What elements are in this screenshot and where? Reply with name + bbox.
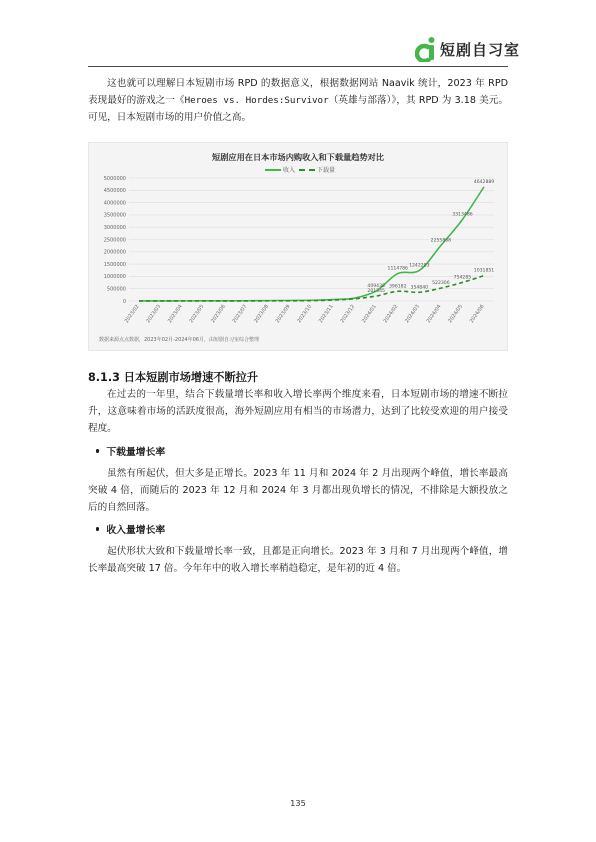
data-label-downloads: 354840 [410,285,429,291]
bullet-downloads [96,444,165,458]
brand-name: 短剧自习室 [440,40,521,59]
data-label-revenue: 1114786 [387,266,408,272]
chart-legend [89,165,507,174]
bullet-revenue-label: 收入量增长率 [106,525,166,536]
x-tick-label: 2023/08 [253,303,271,325]
y-tick-label: 500000 [106,286,126,293]
section-heading [88,369,258,385]
y-tick-label: 4000000 [103,200,126,207]
data-label-revenue: 2255868 [430,238,452,244]
bullet-revenue [96,522,165,536]
legend-swatch-downloads [299,169,315,171]
x-tick-label: 2024/02 [382,303,400,325]
y-tick-label: 0 [122,298,126,305]
intro-text-1: 这也就可以理解日本短剧市场 RPD 的数据意义，根据数据网站 Naavik 统计，2023 年 RPD 表现最好的游戏之一《 [88,78,508,106]
data-label-revenue: 1242283 [409,263,430,269]
x-tick-label: 2024/01 [360,303,378,325]
legend-swatch-revenue [265,169,281,171]
y-tick-label: 4500000 [103,188,126,195]
data-label-revenue: 3313486 [452,212,473,218]
x-tick-label: 2023/07 [231,303,249,325]
bullet-dot-icon [96,527,99,530]
intro-paragraph [88,75,508,126]
data-label-downloads: 754285 [453,275,472,281]
x-tick-label: 2024/05 [447,303,465,325]
x-tick-label: 2023/03 [145,303,163,325]
brand-d-icon [415,36,437,62]
header-divider [88,66,508,67]
x-tick-label: 2023/11 [317,303,335,325]
section-number: 8.1.3 [88,371,120,384]
bullet-dot-icon [96,449,99,452]
chart-source-note: 数据来源点点数据，2023年02月-2024年06月，由短剧自习室综合整理 [99,337,259,343]
x-tick-label: 2023/09 [274,303,292,325]
x-tick-label: 2023/10 [296,303,314,325]
revenue-paragraph: 起伏形状大致和下载量增长率一致，且都是正向增长。2023 年 3 月和 7 月出现两个峰值，增长率最高突破 17 倍。今年年中的收入增长率稍趋稳定，是年初的近 4 倍。 [88,546,508,574]
x-tick-label: 2024/04 [425,303,443,325]
data-label-downloads: 201345 [367,289,385,295]
data-label-revenue: 409438 [367,283,385,289]
x-tick-label: 2023/04 [166,303,184,325]
data-label-downloads: 1031851 [473,268,495,274]
legend-label-downloads: 下载量 [317,167,336,174]
y-tick-label: 2500000 [103,237,126,244]
data-label-downloads: 522306 [432,281,450,287]
x-tick-label: 2024/03 [404,303,421,325]
y-tick-label: 3500000 [103,212,126,219]
data-label-downloads: 396182 [388,284,407,290]
bullet-downloads-label: 下载量增长率 [106,447,166,458]
trend-chart-plot [89,143,509,352]
trend-chart [88,142,508,351]
x-tick-label: 2023/12 [339,303,357,325]
data-label-revenue: 4642889 [473,179,495,185]
section-title: 日本短剧市场增速不断拉升 [123,371,259,384]
series-line-downloads [139,276,484,301]
y-tick-label: 1000000 [103,274,126,281]
x-tick-label: 2023/06 [210,303,227,325]
growth-paragraph: 在过去的一年里，结合下载量增长率和收入增长率两个维度来看，日本短剧市场的增速不断拉升，这意味着市场的活跃度很高，海外短剧应用有相当的市场潜力，达到了比较受欢迎的用户接受程度。 [88,389,508,434]
y-tick-label: 3000000 [103,225,126,231]
downloads-paragraph: 虽然有所起伏，但大多是正增长。2023 年 11 月和 2024 年 2 月出现两个峰值，增长率最高突破 4 倍，而随后的 2023 年 12 月和 2024 年 3 月都出现负增长的情况，不排除是大额投放之后的自然回落。 [88,468,508,513]
y-tick-label: 5000000 [103,175,126,182]
legend-label-revenue: 收入 [282,167,295,174]
y-tick-label: 2000000 [103,249,126,256]
y-tick-label: 1500000 [103,261,126,268]
page-number: 135 [290,798,306,808]
brand-logo [415,36,520,62]
x-tick-label: 2023/02 [123,303,141,325]
x-tick-label: 2023/05 [188,303,206,325]
x-tick-label: 2024/06 [468,303,486,325]
chart-title: 短剧应用在日本市场内购收入和下载量趋势对比 [212,152,384,162]
intro-text-2: （英雄与部落）》，其 RPD 为 3.18 美元。可见，日本短剧市场的用户价值之高。 [88,95,508,123]
game-title: Heroes vs. Hordes:Survivor [184,95,329,106]
